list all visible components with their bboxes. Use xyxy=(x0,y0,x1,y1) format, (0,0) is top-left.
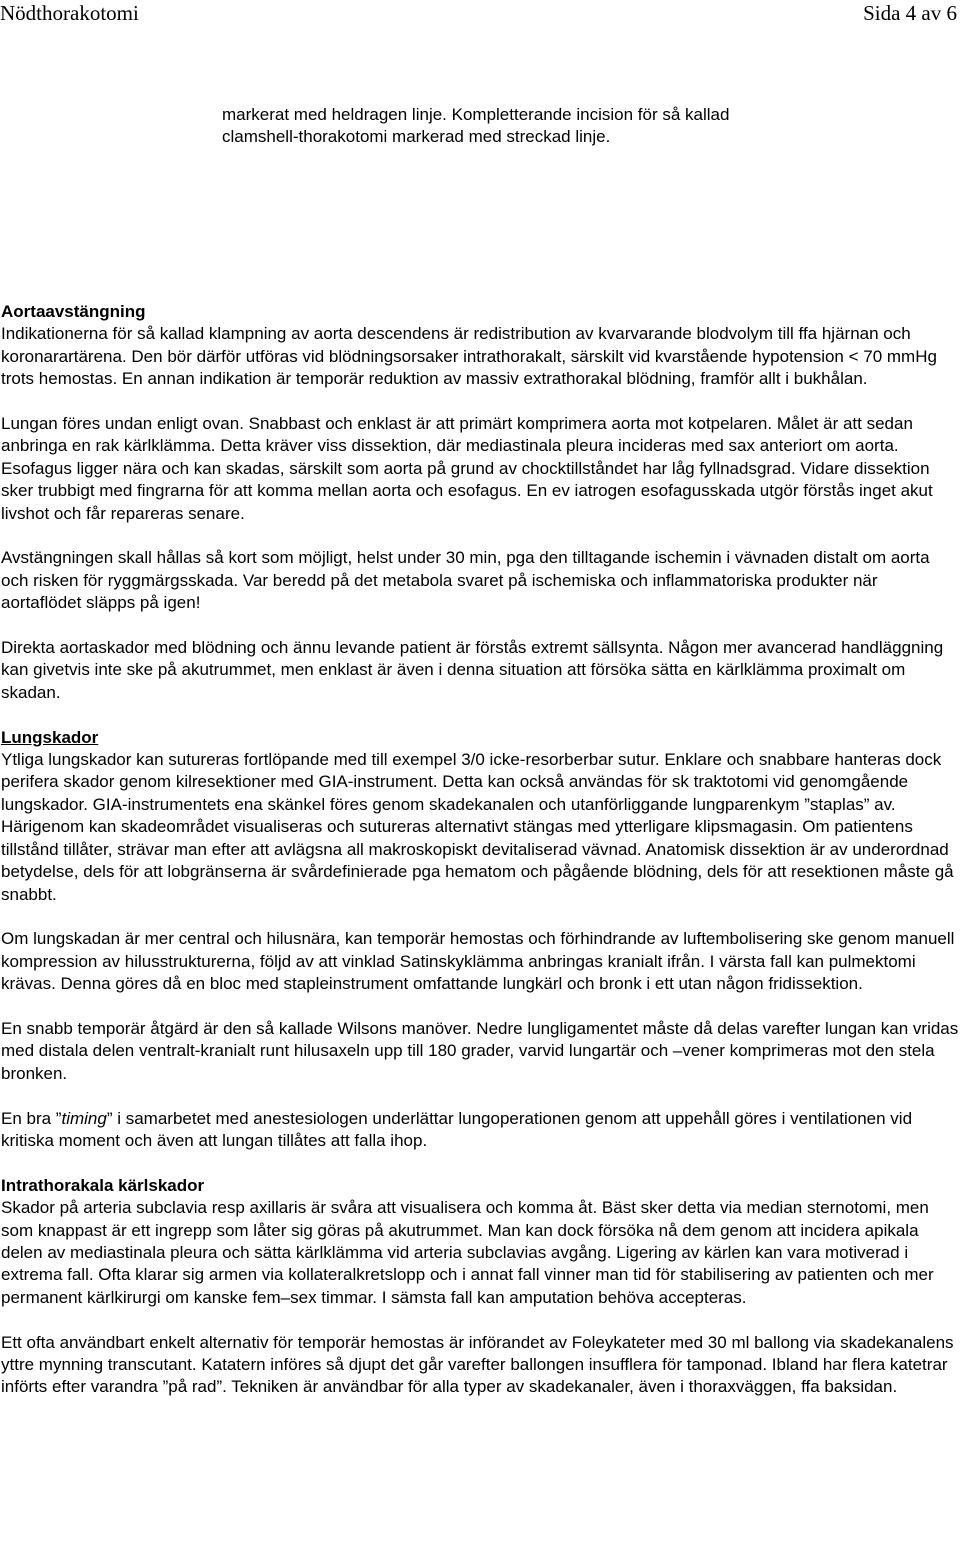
lung-section xyxy=(1,727,959,906)
paragraph: Indikationerna för så kallad klampning av aorta descendens är redistribution av kvarvarande blodvolym till ffa hjärnan och koronarartärena. Den bör därför utföras vid blödningsorsaker intrathorakalt, särskilt vid kvarstående hypotension < 70 mmHg trots hemostas. En annan indikation är temporär reduktion av massiv extrathorakal blödning, framför allt i bukhålan. xyxy=(1,324,937,389)
paragraph: Direkta aortaskador med blödning och ännu levande patient är förstås extremt sällsynta. Någon mer avancerad handläggning kan givetvis inte ske på akutrummet, men enklast är även i denna situation att försöka sätta en kärlklämma proximalt om skadan. xyxy=(1,638,944,702)
paragraph: Avstängningen skall hållas så kort som möjligt, helst under 30 min, pga den tilltagande ischemin i vävnaden distalt om aorta och risken för ryggmärgsskada. Var beredd på det metabola svaret på ischemiska och inflammatoriska produkter när aortaflödet släpps på igen! xyxy=(1,548,930,613)
paragraph: Om lungskadan är mer central och hilusnära, kan temporär hemostas och förhindrande av luftembolisering ske genom manuell kompression av hilusstrukturerna, följd av att vinklad Satinskyklämma anbringas kranialt ifrån. I värsta fall kan pulmektomi krävas. Denna göres då en bloc med stapleinstrument omfattande lungkärl och bronk i ett utan någon fridissektion. xyxy=(1,929,955,994)
page-header xyxy=(0,0,960,26)
paragraph: Ett ofta användbart enkelt alternativ för temporär hemostas är införandet av Foleykateter med 30 ml ballong via skadekanalens yttre mynning transcutant. Katatern införes så djupt det går varefter ballongen insufflera för tamponad. Ibland har flera katetrar införts efter varandra ”på rad”. Tekniken är användbar för alla typer av skadekanaler, även i thoraxväggen, ffa baksidan. xyxy=(1,1332,954,1397)
section-heading-lung: Lungskador xyxy=(1,727,99,747)
paragraph xyxy=(1,1108,959,1153)
paragraph: Skador på arteria subclavia resp axillaris är svåra att visualisera och komma åt. Bäst sker detta via median sternotomi, men som knappast är ett ingrepp som låter sig göras på akutrummet. Man kan dock försöka nå dem genom att incidera apikala delen av mediastinala pleura och sätta kärlklämma vid arteria subclavias avgång. Ligering av kärlen kan vara motiverad i extrema fall. Ofta klarar sig armen via kollateralkretslopp och i annat fall vinner man tid för stabilisering av patienten och mer permanent kärlkirurgi om kanske fem–sex timmar. I sämsta fall kan amputation behöva accepteras. xyxy=(1,1198,934,1307)
page-number: Sida 4 av 6 xyxy=(863,1,957,25)
paragraph: Lungan föres undan enligt ovan. Snabbast och enklast är att primärt komprimera aorta mot kotpelaren. Målet är att sedan anbringa en rak kärlklämma. Detta kräver viss dissektion, där mediastinala pleura incideras med sax anteriort om aorta. Esofagus ligger nära och kan skadas, särskilt som aorta på grund av chocktillståndet har låg fyllnadsgrad. Vidare dissektion sker trubbigt med fingrarna för att komma mellan aorta och esofagus. En ev iatrogen esofagusskada utgör förstås inget akut livshot och får repareras senare. xyxy=(1,414,933,523)
paragraph: Ytliga lungskador kan sutureras fortlöpande med till exempel 3/0 icke-resorberbar sutur. Enklare och snabbare hanteras dock perifera skador genom kilresektioner med GIA-instrument. Detta kan också användas för sk traktotomi vid genomgående lungskador. GIA-instrumentets ena skänkel föres genom skadekanalen och utanförliggande lungparenkym ”staplas” av. Härigenom kan skadeområdet visualiseras och sutureras alternativt stängas med ytterligare klipsmagasin. Om patientens tillstånd tillåter, strävar man efter att avlägsna all makroskopiskt devitaliserad vävnad. Anatomisk dissektion är av underordnad betydelse, dels för att lobgränserna är svårdefinierade pga hematom och pågående blödning, dels för att resektionen måste gå snabbt. xyxy=(1,750,954,904)
document-body xyxy=(1,301,959,1399)
vessel-section xyxy=(1,1175,959,1309)
italic-term: timing xyxy=(61,1108,107,1128)
aorta-section xyxy=(1,301,959,391)
section-heading-vessel: Intrathorakala kärlskador xyxy=(1,1175,205,1195)
paragraph: En snabb temporär åtgärd är den så kallade Wilsons manöver. Nedre lungligamentet måste då delas varefter lungan kan vridas med distala delen ventralt-kranialt runt hilusaxeln upp till 180 grader, varvid lungartär och –vener komprimeras mot den stela bronken. xyxy=(1,1018,959,1083)
section-heading-aorta: Aortaavstängning xyxy=(1,302,146,321)
text-run: ” i samarbetet med anestesiologen underlättar lungoperationen genom att uppehåll göres i ventilationen vid kritiska moment och även att lungan tillåtes att falla ihop. xyxy=(1,1108,913,1150)
text-run: En bra ” xyxy=(1,1108,62,1128)
document-title: Nödthorakotomi xyxy=(0,1,139,25)
figure-caption: markerat med heldragen linje. Kompletterande incision för så kallad clamshell-thorakotomi markerad med streckad linje. xyxy=(222,105,730,147)
